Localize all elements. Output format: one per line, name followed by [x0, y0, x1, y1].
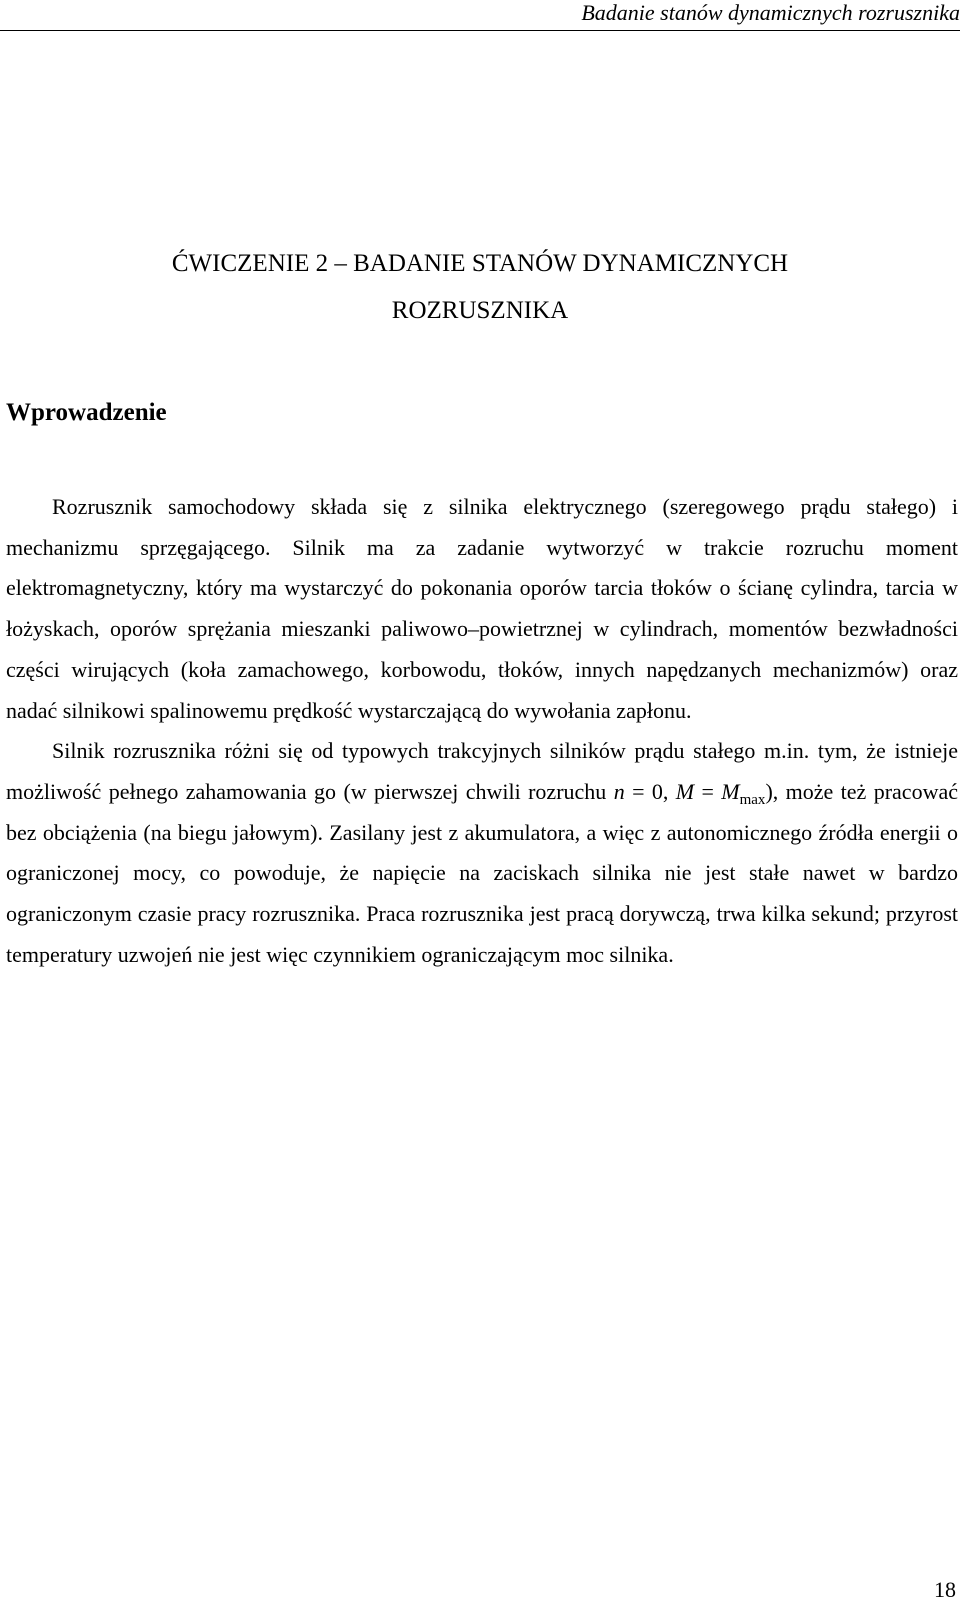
chapter-title-line-1: ĆWICZENIE 2 – BADANIE STANÓW DYNAMICZNYCH [171, 250, 789, 277]
body-text [6, 487, 958, 975]
formula-equals: = [694, 778, 722, 804]
header-rule [0, 30, 960, 31]
formula [613, 778, 766, 808]
formula-n-value: = 0, [624, 778, 676, 804]
formula-m-max-symbol: M [721, 778, 740, 804]
paragraph-1: Rozrusznik samochodowy składa się z silnika elektrycznego (szeregowego prądu stałego) i mechanizmu sprzęgającego. Silnik ma za zadanie wytworzyć w trakcie rozruchu moment elektromagnetyczny, który ma wystarczyć do pokonania oporów tarcia tłoków o ścianę cylindra, tarcia w łożyskach, oporów sprężania mieszanki paliwowo–powietrznej w cylindrach, momentów bezwładności części wirujących (koła zamachowego, korbowodu, tłoków, innych napędzanych mechanizmów) oraz nadać silnikowi spalinowemu prędkość wystarczającą do wywołania zapłonu. [6, 494, 958, 723]
running-header: Badanie stanów dynamicznych rozrusznika [581, 0, 960, 25]
chapter-title-line-2: ROZRUSZNIKA [391, 297, 569, 324]
section-heading: Wprowadzenie [6, 399, 167, 426]
formula-m-symbol: M [675, 778, 695, 804]
chapter-title [60, 240, 900, 334]
formula-n-symbol: n [613, 778, 625, 804]
paragraph-2-text-end: ), może też pracować bez obciążenia (na biegu jałowym). Zasilany jest z akumulatora, a więc z autonomicznego źródła energii o ograniczonej mocy, co powoduje, że napięcie na zaciskach silnika nie jest stałe nawet w bardzo ograniczonym czasie pracy rozrusznika. Praca rozrusznika jest pracą dorywczą, trwa kilka sekund; przyrost temperatury uzwojeń nie jest więc czynnikiem ograniczającym moc silnika. [6, 778, 958, 967]
page-number: 18 [934, 1577, 956, 1602]
formula-max-subscript: max [739, 791, 766, 808]
paragraph-2 [6, 731, 958, 975]
paragraph-2-text-start: Silnik rozrusznika różni się od typowych trakcyjnych silników prądu stałego m.in. tym, że istnieje możliwość pełnego zahamowania go (w pierwszej chwili rozruchu [6, 738, 958, 804]
